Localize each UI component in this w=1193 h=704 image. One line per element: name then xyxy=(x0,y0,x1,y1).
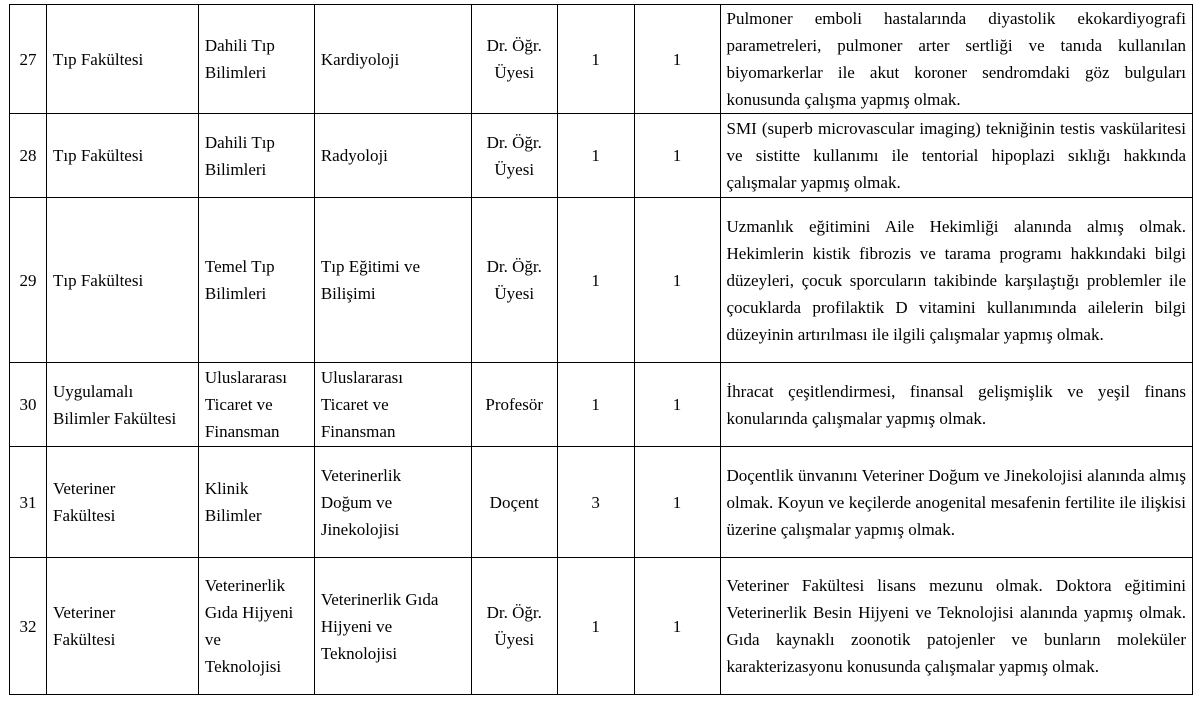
row-number: 31 xyxy=(10,447,47,558)
table-row xyxy=(10,114,1193,198)
title-cell: Dr. Öğr. Üyesi xyxy=(471,198,557,363)
positions-table xyxy=(9,4,1193,695)
department-cell: Dahili Tıp Bilimleri xyxy=(198,114,314,198)
min-cell: 1 xyxy=(634,5,720,114)
conditions-cell: Uzmanlık eğitimini Aile Hekimliği alanında almış olmak. Hekimlerin kistik fibrozis ve tarama programı hakkındaki bilgi düzeyleri, çocuk sporcuların takibinde karşılaştığı problemler ile çocuklarda profilaktik D vitamini kullanımında ailelerin bilgi düzeyinin artırılması ile ilgili çalışmalar yapmış olmak. xyxy=(720,198,1193,363)
department-cell: Temel Tıp Bilimleri xyxy=(198,198,314,363)
faculty-cell: Uygulamalı Bilimler Fakültesi xyxy=(46,363,198,447)
department-cell: Uluslararası Ticaret ve Finansman xyxy=(198,363,314,447)
program-cell: Radyoloji xyxy=(314,114,471,198)
program-cell: Veterinerlik Doğum ve Jinekolojisi xyxy=(314,447,471,558)
table-row xyxy=(10,198,1193,363)
program-cell: Kardiyoloji xyxy=(314,5,471,114)
title-cell: Dr. Öğr. Üyesi xyxy=(471,5,557,114)
count-cell: 3 xyxy=(557,447,634,558)
min-cell: 1 xyxy=(634,363,720,447)
faculty-cell: Tıp Fakültesi xyxy=(46,5,198,114)
title-cell: Profesör xyxy=(471,363,557,447)
table-body xyxy=(10,5,1193,695)
count-cell: 1 xyxy=(557,363,634,447)
table-row xyxy=(10,5,1193,114)
conditions-cell: Doçentlik ünvanını Veteriner Doğum ve Jinekolojisi alanında almış olmak. Koyun ve keçilerde anogenital mesafenin fertilite ile ilişkisi üzerine çalışmalar yapmış olmak. xyxy=(720,447,1193,558)
conditions-cell: Veteriner Fakültesi lisans mezunu olmak. Doktora eğitimini Veterinerlik Besin Hijyeni ve Teknolojisi alanında yapmış olmak. Gıda kaynaklı zoonotik patojenler ve bunların moleküler karakterizasyonu konusunda çalışmalar yapmış olmak. xyxy=(720,558,1193,695)
department-cell: Klinik Bilimler xyxy=(198,447,314,558)
program-cell: Veterinerlik Gıda Hijyeni ve Teknolojisi xyxy=(314,558,471,695)
faculty-cell: Tıp Fakültesi xyxy=(46,198,198,363)
conditions-cell: İhracat çeşitlendirmesi, finansal gelişmişlik ve yeşil finans konularında çalışmalar yapmış olmak. xyxy=(720,363,1193,447)
count-cell: 1 xyxy=(557,558,634,695)
program-cell: Uluslararası Ticaret ve Finansman xyxy=(314,363,471,447)
min-cell: 1 xyxy=(634,447,720,558)
row-number: 28 xyxy=(10,114,47,198)
conditions-cell: Pulmoner emboli hastalarında diyastolik ekokardiyografi parametreleri, pulmoner arter sertliği ve tanıda kullanılan biyomarkerlar ile akut koroner sendromdaki göz bulguları konusunda çalışma yapmış olmak. xyxy=(720,5,1193,114)
row-number: 27 xyxy=(10,5,47,114)
min-cell: 1 xyxy=(634,198,720,363)
conditions-cell: SMI (superb microvascular imaging) tekniğinin testis vaskülaritesi ve sistitte kullanımı ile tentorial hipoplazi sıklığı hakkında çalışmalar yapmış olmak. xyxy=(720,114,1193,198)
table-row xyxy=(10,558,1193,695)
program-cell: Tıp Eğitimi ve Bilişimi xyxy=(314,198,471,363)
table-row xyxy=(10,363,1193,447)
faculty-cell: Veteriner Fakültesi xyxy=(46,447,198,558)
min-cell: 1 xyxy=(634,558,720,695)
count-cell: 1 xyxy=(557,114,634,198)
department-cell: Dahili Tıp Bilimleri xyxy=(198,5,314,114)
count-cell: 1 xyxy=(557,198,634,363)
department-cell: Veterinerlik Gıda Hijyeni ve Teknolojisi xyxy=(198,558,314,695)
min-cell: 1 xyxy=(634,114,720,198)
row-number: 29 xyxy=(10,198,47,363)
faculty-cell: Veteriner Fakültesi xyxy=(46,558,198,695)
title-cell: Doçent xyxy=(471,447,557,558)
row-number: 30 xyxy=(10,363,47,447)
count-cell: 1 xyxy=(557,5,634,114)
row-number: 32 xyxy=(10,558,47,695)
title-cell: Dr. Öğr. Üyesi xyxy=(471,114,557,198)
faculty-cell: Tıp Fakültesi xyxy=(46,114,198,198)
table-row xyxy=(10,447,1193,558)
title-cell: Dr. Öğr. Üyesi xyxy=(471,558,557,695)
